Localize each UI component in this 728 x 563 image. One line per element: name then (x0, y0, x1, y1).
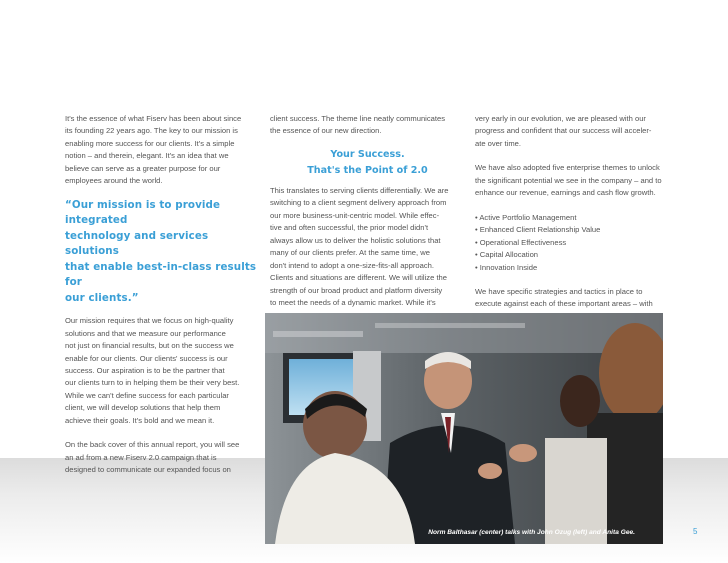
column-3 (475, 113, 670, 311)
spacer (65, 427, 265, 439)
text-line: believe can serve as a greater purpose for our (65, 163, 221, 173)
text-line: We have specific strategies and tactics in place to (475, 286, 643, 296)
text-line: to meet the needs of a dynamic market. While it's (270, 297, 436, 307)
text-line: It's the essence of what Fiserv has been about since (65, 114, 242, 123)
text-line: notion – and therein, elegant. It's an idea that we (65, 151, 229, 161)
photo-illustration (265, 313, 663, 544)
spacer (65, 306, 265, 315)
mission-pull-quote (65, 198, 265, 307)
list-item: • Operational Effectiveness (475, 237, 567, 247)
photo-caption: Norm Balthasar (center) talks with John Ozug (left) and Anita Gee. (428, 529, 635, 536)
text-line: its founding 22 years ago. The key to our mission is (65, 126, 238, 136)
text-line: client, we will develop solutions that help them (65, 403, 221, 413)
text-line: tive and often successful, the prior model didn't (270, 223, 429, 233)
spacer (475, 274, 670, 286)
text-line: Clients and situations are different. We will utilize the (270, 273, 447, 283)
page-number: 5 (693, 527, 698, 536)
text-line: On the back cover of this annual report, you will see (65, 440, 240, 450)
text-line: switching to a client segment delivery approach from (270, 198, 447, 208)
quote-line: technology and services solutions (65, 229, 209, 258)
text-line: the essence of our new direction. (270, 126, 382, 136)
tagline-line: That's the Point of 2.0 (307, 164, 428, 176)
text-line: an ad from a new Fiserv 2.0 campaign that is (65, 452, 217, 462)
text-line: strength of our broad product and platform diversity (270, 285, 443, 295)
enterprise-themes-list (475, 212, 670, 274)
text-line: not just on financial results, but on the success we (65, 341, 234, 351)
list-item: • Innovation Inside (475, 262, 538, 272)
text-line: client success. The theme line neatly communicates (270, 114, 446, 123)
text-line: employees around the world. (65, 176, 163, 186)
text-line: enabling more success for our clients. It's a simple (65, 138, 235, 148)
text-line: While we can't define success for each particular (65, 390, 229, 400)
text-line: many of our clients prefer. At the same time, we (270, 248, 430, 258)
text-line: very early in our evolution, we are pleased with our (475, 114, 646, 123)
tagline (270, 147, 465, 179)
quote-line: our clients.” (65, 291, 139, 304)
list-item: • Capital Allocation (475, 250, 539, 260)
list-item: • Active Portfolio Management (475, 212, 577, 222)
text-line: success. Our aspiration is to be the partner that (65, 366, 225, 376)
text-line: This translates to serving clients differentially. We are (270, 185, 449, 195)
column-2 (270, 113, 465, 309)
tagline-line: Your Success. (330, 148, 405, 160)
meeting-photo (265, 313, 663, 544)
spacer (65, 188, 265, 198)
text-line: enable for our clients. Our clients' success is our (65, 353, 228, 363)
quote-line: that enable best-in-class results for (65, 260, 257, 289)
text-line: solutions and that we measure our performance (65, 328, 226, 338)
text-line: designed to communicate our expanded focus on (65, 465, 231, 475)
text-line: enhance our revenue, earnings and cash flow growth. (475, 188, 656, 198)
quote-line: “Our mission is to provide integrated (65, 198, 221, 227)
spacer (475, 150, 670, 162)
text-line: our more business-unit-centric model. While effec- (270, 210, 440, 220)
text-line: our clients turn to in helping them be their very best. (65, 378, 240, 388)
text-line: execute against each of these important areas – with (475, 299, 653, 309)
text-line: don't intend to adopt a one-size-fits-all approach. (270, 260, 434, 270)
list-item: • Enhanced Client Relationship Value (475, 225, 601, 235)
text-line: the significant potential we see in the company – and to (475, 175, 662, 185)
text-line: always allow us to deliver the holistic solutions that (270, 235, 441, 245)
column-1 (65, 113, 265, 477)
text-line: ate over time. (475, 138, 522, 148)
text-line: achieve their goals. It's bold and we mean it. (65, 415, 215, 425)
spacer (270, 138, 465, 147)
text-line: Our mission requires that we focus on high-quality (65, 316, 234, 326)
text-line: We have also adopted five enterprise themes to unlock (475, 163, 660, 173)
spacer (475, 200, 670, 212)
text-line: progress and confident that our success will acceler- (475, 126, 652, 136)
